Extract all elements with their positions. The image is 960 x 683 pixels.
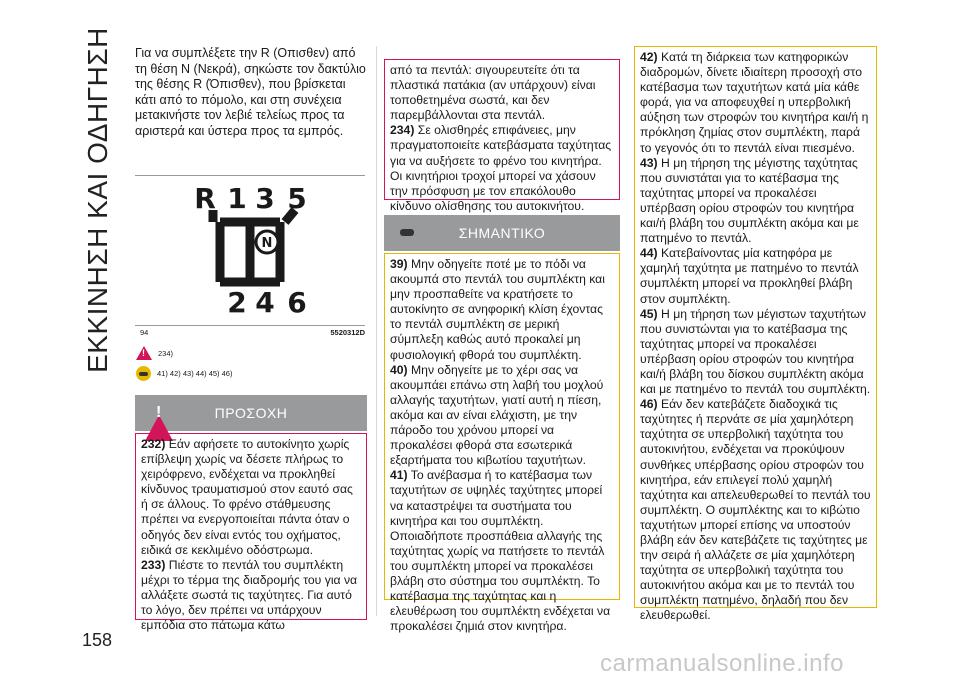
gear-label-N: N: [261, 236, 273, 251]
figure-code: 5520312D: [330, 328, 365, 337]
note-paragraph: [390, 63, 614, 123]
note-paragraph: [390, 363, 614, 469]
intro-paragraph: Για να συμπλέξετε την R (Οπισθεν) από τη θέση Ν (Νεκρά), σηκώστε τον δακτύλιο της θέσης R (Όπισθεν), που βρίσκεται κάτι από το πόμολο, και στη συνέχεια μετακινήστε τον λεβιέ τελείως προς τα αριστερά και ύστερα προς τα εμπρός.: [135, 46, 366, 138]
gear-shift-diagram: [135, 180, 365, 325]
gear-label-6: 6: [287, 286, 307, 319]
note-paragraph: [390, 468, 614, 634]
note-paragraph: [390, 257, 614, 363]
page-number: 158: [82, 630, 113, 650]
note-number: 42): [640, 50, 658, 64]
warning-box-1: [135, 433, 367, 633]
note-text: Η μη τήρηση της μέγιστης ταχύτητας που συνιστάται για το κατέβασμα της ταχύτητας μπορεί να προκαλέσει υπέρβαση ορίου στροφών του κινητήρα και/ή βλάβη του συμπλέκτη ακόμα και με πατημένο το πεντάλ.: [640, 155, 859, 246]
warning-refs-text: 234): [158, 348, 174, 358]
intro-block: [135, 46, 370, 140]
figure-number: 94: [140, 328, 149, 337]
watermark: carmanualsonline.info: [600, 650, 844, 677]
note-number: 43): [640, 155, 658, 170]
note-text: Πιέστε το πεντάλ του συμπλέκτη μέχρι το τέρμα της διαδρομής του για να αλλάξετε σωστά τις ταχύτητες. Για αυτό το λόγο, δεν πρέπει να υπάρχουν εμπόδια στο πάτωμα κάτω: [141, 557, 358, 633]
important-banner: [384, 215, 620, 251]
important-refs: [136, 366, 232, 381]
note-number: 41): [390, 468, 408, 483]
gear-label-1: 1: [227, 182, 247, 215]
warning-box-2: [384, 59, 620, 213]
column-divider: [376, 46, 377, 616]
note-text: Κατεβαίνοντας μία κατηφόρα με χαμηλή ταχύτητα με πατημένο το πεντάλ συμπλέκτη μπορεί να προκληθεί βλάβη στον συμπλέκτη.: [640, 246, 859, 306]
gear-label-2: 2: [227, 286, 247, 319]
note-number: 46): [640, 397, 658, 412]
figure-top-rule: [135, 175, 365, 176]
important-refs-text: 41) 42) 43) 44) 45) 46): [157, 369, 233, 378]
note-paragraph: [640, 50, 871, 156]
note-paragraph: [640, 307, 871, 398]
note-paragraph: [640, 156, 871, 247]
gear-label-4: 4: [255, 286, 275, 319]
note-number: 40): [390, 362, 408, 377]
note-text: Σε ολισθηρές επιφάνειες, μην πραγματοποιείτε κατεβάσματα ταχύτητας για να αυξήσετε το φρένο του κινητήρα. Οι κινητήριοι τροχοί μπορεί να χάσουν την πρόσφυση με τον επακόλουθο κίνδυνο ολίσθησης του αυτοκινήτου.: [390, 123, 612, 213]
note-text: Η μη τήρηση των μέγιστων ταχυτήτων που συνιστώνται για το κατέβασμα της ταχύτητας μπορεί να προκαλέσει υπέρβαση ορίου στροφών του κινητήρα και/ή βλάβη του δίσκου συμπλέκτη ακόμα και με πατημένο το πεντάλ του συμπλέκτη.: [640, 306, 871, 397]
warning-banner-label: ΠΡΟΣΟΧΗ: [214, 405, 288, 421]
note-paragraph: [141, 437, 361, 558]
warning-refs: [136, 346, 173, 360]
note-paragraph: [640, 246, 871, 306]
warning-banner: [135, 395, 367, 431]
figure-bottom-rule: [135, 325, 365, 326]
note-number: 233): [141, 557, 166, 572]
note-text: Μην οδηγείτε με το χέρι σας να ακουμπάει επάνω στη λαβή του μοχλού αλλαγής ταχυτήτων, γιατί αυτή η πίεση, ακόμα και αν είναι ελάχιστη, με την πάροδο του χρόνου μπορεί να προκαλέσει φθορά στα εσωτερικά εξαρτήματα του κιβωτίου ταχυτήτων.: [390, 362, 604, 468]
note-number: 234): [390, 123, 415, 138]
note-number: 39): [390, 257, 408, 271]
note-text: Εάν αφήσετε το αυτοκίνητο χωρίς επίβλεψη χωρίς να δέσετε πλήρως το χειρόφρενο, ενδέχεται να προκληθεί κίνδυνος τραυματισμού στον εαυτό σας ή σε άλλους. Το φρένο στάθμευσης πρέπει να ενεργοποιείται πάντα όταν ο οδηγός δεν είναι εντός του οχήματος, ειδικά σε κεκλιμένο οδόστρωμα.: [141, 437, 353, 557]
warning-triangle-icon: [136, 346, 152, 360]
important-box-2: [634, 46, 877, 623]
gear-label-R: R: [194, 182, 216, 215]
note-paragraph: [640, 397, 871, 623]
important-box-1: [384, 253, 620, 634]
note-text: Κατά τη διάρκεια των κατηφορικών διαδρομών, δίνετε ιδιαίτερη προσοχή στο κατέβασμα των ταχυτήτων κατά μία κάθε φορά, για να αποφευχθεί η υπερβολική αύξηση των στροφών του κινητήρα και/ή η πρόκληση ζημίας στον συμπλέκτη, παρά το γεγονός ότι το πεντάλ είναι πιεσμένο.: [640, 50, 869, 155]
note-paragraph: [390, 123, 614, 214]
note-number: 232): [141, 437, 166, 451]
important-banner-label: ΣΗΜΑΝΤΙΚΟ: [458, 225, 546, 241]
chapter-title-text: ΕΚΚΙΝΗΣΗ ΚΑΙ ΟΔΗΓΗΣΗ: [82, 27, 113, 373]
note-text: Το ανέβασμα ή το κατέβασμα των ταχυτήτων σε υψηλές ταχύτητες μπορεί να καταστρέψει τα συστήματα του κινητήρα και του συμπλέκτη. Οποιαδήποτε προσπάθεια αλλαγής της ταχύτητας χωρίς να πατήσετε το πεντάλ του συμπλέκτη μπορεί να προκαλέσει βλάβη στο σύστημα του συμπλέκτη. Το κατέβασμα της ταχύτητας και η ελευθέρωση του συμπλέκτη ενδέχεται να προκαλέσει ζημιά στον κινητήρα.: [390, 468, 611, 634]
car-caution-icon: [136, 366, 151, 381]
gear-label-5: 5: [287, 182, 307, 215]
note-text: από τα πεντάλ: σιγουρευτείτε ότι τα πλαστικά πατάκια (αν υπάρχουν) είναι τοποθετημένα σωστά, και δεν παρεμβάλλονται στα πεντάλ.: [390, 63, 596, 123]
gear-label-3: 3: [255, 182, 275, 215]
note-paragraph: [141, 558, 361, 633]
note-text: Εάν δεν κατεβάζετε διαδοχικά τις ταχύτητες ή περνάτε σε μία χαμηλότερη ταχύτητα σε υπερβολική ταχύτητα του αυτοκινήτου, ενδέχεται να προκύψουν συνθήκες υπέρβασης ορίου στροφών του κινητήρα, εάν επιλεγεί πολύ χαμηλή ταχύτητα και απελευθερωθεί το πεντάλ του συμπλέκτη. Ο συμπλέκτης και το κιβώτιο ταχυτήτων μπορεί επίσης να υποστούν βλάβη εάν δεν κατεβάζετε τις ταχύτητες με την σειρά ή αλλάζετε σε μία χαμηλότερη ταχύτητα σε υπερβολική ταχύτητα του αυτοκινήτου ακόμα και με το πεντάλ του συμπλέκτη πατημένο, δηλαδή που δεν ελευθερωθεί.: [640, 397, 871, 623]
note-number: 45): [640, 306, 658, 321]
note-number: 44): [640, 246, 658, 261]
chapter-side-title: [78, 27, 118, 373]
note-text: Μην οδηγείτε ποτέ με το πόδι να ακουμπά στο πεντάλ του συμπλέκτη και μην προσπαθείτε να κρατήσετε το αυτοκίνητο σε ανηφορική κλίση έχοντας το πεντάλ συμπλέκτη σε μερική σύμπλεξη καθώς αυτό προκαλεί μη φυσιολογική φθορά του συμπλέκτη.: [390, 257, 605, 362]
